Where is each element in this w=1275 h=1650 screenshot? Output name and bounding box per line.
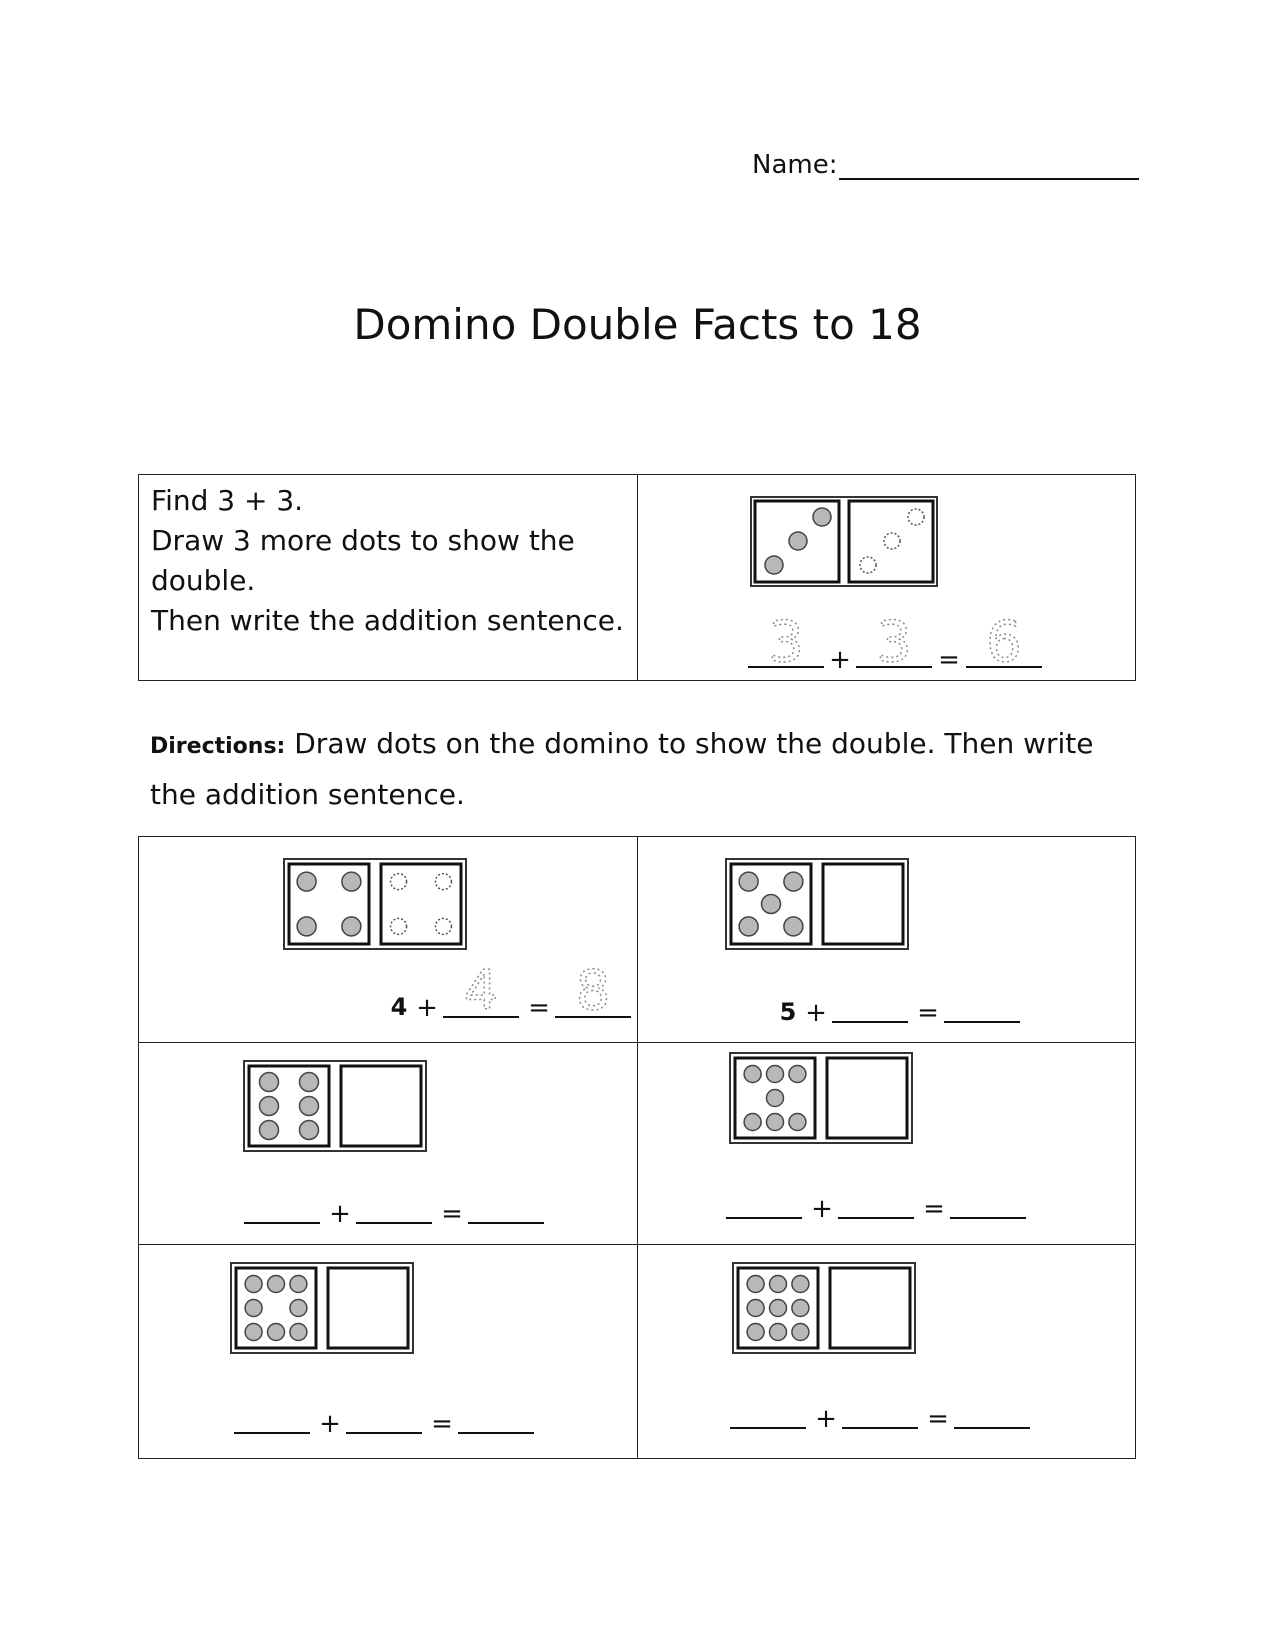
problem-cell[interactable] <box>139 1043 638 1245</box>
traced-dot <box>435 874 451 890</box>
equals-sign: = <box>926 1404 949 1434</box>
directions <box>150 720 1130 819</box>
dot <box>245 1324 262 1341</box>
page-title: Domino Double Facts to 18 <box>353 300 922 349</box>
equals-sign: = <box>937 645 960 675</box>
dot <box>791 1300 808 1317</box>
traced-sum: 8 <box>575 959 611 1022</box>
dot <box>300 1073 319 1092</box>
plus-sign: + <box>810 1194 833 1224</box>
dot <box>744 1066 761 1083</box>
domino-right-half <box>381 864 461 944</box>
dot <box>342 872 361 891</box>
traced-dot <box>391 874 407 890</box>
equals-sign: = <box>528 993 550 1023</box>
dot <box>769 1300 786 1317</box>
dot <box>297 872 316 891</box>
name-label: Name: <box>752 150 838 180</box>
problem-drawing <box>139 837 637 1042</box>
problem-cell[interactable] <box>139 837 638 1043</box>
dot <box>766 1066 783 1083</box>
dot <box>290 1324 307 1341</box>
domino-right-half <box>823 864 903 944</box>
domino-right-half <box>341 1066 421 1146</box>
dot <box>290 1300 307 1317</box>
problem-drawing <box>638 837 1136 1042</box>
plus-sign: + <box>329 1199 351 1229</box>
plus-sign: + <box>814 1404 837 1434</box>
domino-right-half <box>328 1268 408 1348</box>
problem-drawing <box>638 1043 1136 1244</box>
problem-cell[interactable] <box>637 837 1136 1043</box>
plus-sign: + <box>804 998 827 1028</box>
given-addend: 5 <box>779 998 796 1026</box>
dot <box>290 1276 307 1293</box>
equals-sign: = <box>441 1199 463 1229</box>
directions-label: Directions: <box>150 734 286 759</box>
equals-sign: = <box>431 1409 453 1439</box>
dot <box>766 1090 783 1107</box>
dot <box>342 917 361 936</box>
traced-dot <box>884 533 900 549</box>
dot <box>245 1300 262 1317</box>
equals-sign: = <box>922 1194 945 1224</box>
plus-sign: + <box>416 993 438 1023</box>
dot <box>268 1276 285 1293</box>
dot <box>813 508 831 526</box>
problem-cell[interactable] <box>637 1043 1136 1245</box>
dot <box>739 872 758 891</box>
example-domino <box>638 475 1136 680</box>
dot <box>783 917 802 936</box>
example-sum: 6 <box>985 610 1022 675</box>
dot <box>747 1276 764 1293</box>
dot <box>297 917 316 936</box>
example-line: Draw 3 more dots to show the double. <box>151 524 575 597</box>
example-line: Then write the addition sentence. <box>151 604 624 637</box>
domino-right-half <box>827 1058 907 1138</box>
dot <box>260 1073 279 1092</box>
dot <box>761 895 780 914</box>
dot <box>791 1324 808 1341</box>
traced-dot <box>908 509 924 525</box>
dot <box>791 1276 808 1293</box>
dot <box>789 532 807 550</box>
given-addend: 4 <box>390 993 408 1021</box>
name-blank[interactable] <box>839 152 1139 180</box>
problem-cell[interactable] <box>637 1245 1136 1459</box>
problem-drawing <box>139 1043 637 1244</box>
problem-drawing <box>638 1245 1136 1458</box>
dot <box>783 872 802 891</box>
dot <box>260 1121 279 1140</box>
equals-sign: = <box>916 998 939 1028</box>
dot <box>769 1324 786 1341</box>
name-field <box>752 150 1139 180</box>
traced-addend: 4 <box>463 959 499 1022</box>
plus-sign: + <box>828 645 851 675</box>
dot <box>739 917 758 936</box>
dot <box>788 1114 805 1131</box>
dot <box>747 1324 764 1341</box>
traced-dot <box>435 918 451 934</box>
problem-drawing <box>139 1245 637 1458</box>
traced-dot <box>860 557 876 573</box>
dot <box>788 1066 805 1083</box>
dot <box>300 1121 319 1140</box>
dot <box>260 1097 279 1116</box>
dot <box>268 1324 285 1341</box>
example-line: Find 3 + 3. <box>151 484 304 517</box>
directions-text: Draw dots on the domino to show the double. Then write the addition sentence. <box>150 727 1094 811</box>
dot <box>300 1097 319 1116</box>
plus-sign: + <box>319 1409 341 1439</box>
example-instructions-cell <box>139 475 638 681</box>
practice-table <box>138 836 1136 1459</box>
problem-cell[interactable] <box>139 1245 638 1459</box>
example-addend2: 3 <box>875 610 912 675</box>
domino-right-half <box>830 1268 910 1348</box>
dot <box>245 1276 262 1293</box>
example-table <box>138 474 1136 681</box>
dot <box>769 1276 786 1293</box>
dot <box>765 556 783 574</box>
traced-dot <box>391 918 407 934</box>
dot <box>766 1114 783 1131</box>
dot <box>744 1114 761 1131</box>
example-addend1: 3 <box>767 610 804 675</box>
example-domino-cell <box>637 475 1135 681</box>
dot <box>747 1300 764 1317</box>
